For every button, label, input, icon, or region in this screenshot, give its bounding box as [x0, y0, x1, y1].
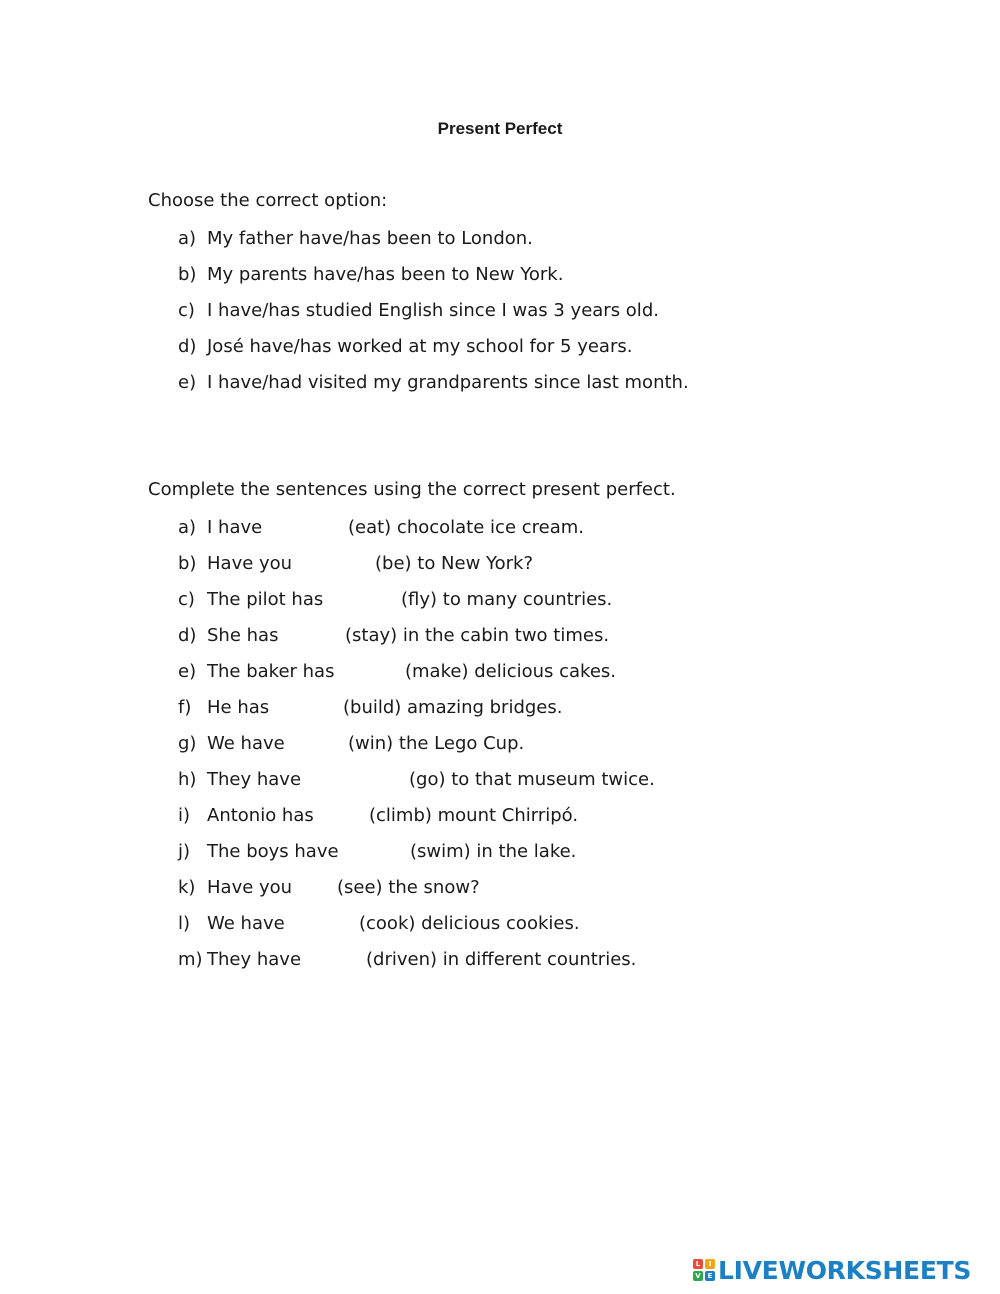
item-text-after: (driven) in different countries.: [366, 949, 637, 970]
item-letter: d): [178, 625, 197, 646]
item-letter: g): [178, 733, 197, 754]
item-letter: a): [178, 228, 197, 249]
item-letter: e): [178, 661, 197, 682]
item-text-after: (build) amazing bridges.: [343, 697, 563, 718]
logo-cube: E: [705, 1271, 715, 1281]
item-text-after: (win) the Lego Cup.: [348, 733, 525, 754]
item-text-before: I have: [207, 517, 263, 538]
item-letter: k): [178, 877, 196, 898]
item-text-before: We have: [207, 733, 285, 754]
item-text: My father have/has been to London.: [207, 228, 533, 249]
item-text-after: (make) delicious cakes.: [405, 661, 616, 682]
item-text-before: He has: [207, 697, 270, 718]
item-text: I have/had visited my grandparents since last month.: [207, 372, 689, 393]
item-letter: a): [178, 517, 197, 538]
item-letter: h): [178, 769, 197, 790]
item-text-before: They have: [207, 949, 302, 970]
item-letter: c): [178, 589, 195, 610]
item-text-after: (stay) in the cabin two times.: [345, 625, 610, 646]
item-text-before: Antonio has: [207, 805, 314, 826]
page-title: Present Perfect: [437, 119, 563, 138]
item-text: José have/has worked at my school for 5 years.: [207, 336, 633, 357]
item-text-after: (fly) to many countries.: [401, 589, 613, 610]
item-text-before: The boys have: [207, 841, 339, 862]
item-letter: e): [178, 372, 197, 393]
item-letter: l): [178, 913, 191, 934]
item-text-after: (cook) delicious cookies.: [359, 913, 580, 934]
item-text: I have/has studied English since I was 3 years old.: [207, 300, 659, 321]
item-text-before: She has: [207, 625, 279, 646]
liveworksheets-logo: [693, 1253, 971, 1287]
logo-cube: I: [705, 1259, 715, 1269]
item-text-after: (be) to New York?: [375, 553, 534, 574]
item-letter: d): [178, 336, 197, 357]
logo-cube: L: [693, 1259, 703, 1269]
section1-instruction: Choose the correct option:: [148, 190, 388, 211]
item-text-after: (swim) in the lake.: [410, 841, 577, 862]
item-text-before: The baker has: [207, 661, 335, 682]
item-text-after: (go) to that museum twice.: [409, 769, 655, 790]
item-text-after: (climb) mount Chirripó.: [369, 805, 579, 826]
item-letter: j): [178, 841, 191, 862]
item-text-after: (eat) chocolate ice cream.: [348, 517, 584, 538]
logo-text: LIVEWORKSHEETS: [718, 1255, 972, 1285]
item-text-before: We have: [207, 913, 285, 934]
logo-cube: V: [693, 1271, 703, 1281]
item-text-before: They have: [207, 769, 302, 790]
item-letter: b): [178, 264, 197, 285]
item-text-after: (see) the snow?: [337, 877, 480, 898]
item-letter: c): [178, 300, 195, 321]
item-text: My parents have/has been to New York.: [207, 264, 564, 285]
logo-cubes-icon: [693, 1259, 715, 1281]
item-text-before: Have you: [207, 877, 293, 898]
item-letter: b): [178, 553, 197, 574]
item-letter: m): [178, 949, 203, 970]
item-letter: f): [178, 697, 192, 718]
item-letter: i): [178, 805, 191, 826]
item-text-before: Have you: [207, 553, 293, 574]
section2-instruction: Complete the sentences using the correct present perfect.: [148, 479, 676, 500]
item-text-before: The pilot has: [207, 589, 324, 610]
